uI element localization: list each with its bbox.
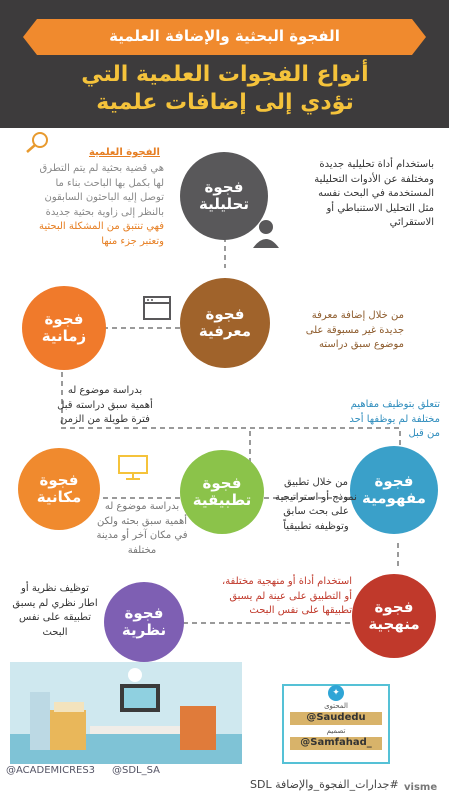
magnifier-icon	[24, 131, 50, 153]
theoretical-gap-type: نظرية	[121, 621, 167, 639]
spatial-desc-line: بدراسة موضوع له	[104, 501, 180, 512]
applied-gap-word: فجوة	[202, 473, 242, 492]
analytical-desc-line: ومختلفة عن الأدوات التحليلية	[314, 173, 434, 185]
headline-line-1: أنواع الفجوات العلمية التي	[81, 62, 369, 87]
knowledge-gap-circle	[180, 278, 270, 368]
analytical-gap-type: تحليلية	[198, 195, 250, 213]
banner-title: الفجوة البحثية والإضافة العلمية	[109, 27, 340, 45]
analytical-gap-word: فجوة	[204, 177, 244, 196]
analytical-desc-line: باستخدام أداة تحليلية جديدة	[319, 159, 434, 170]
analytical-gap-description	[254, 158, 434, 231]
user-icon	[251, 218, 281, 248]
knowledge-desc-line: جديدة غير مسبوقة على	[305, 324, 404, 336]
definition-line: هي قضية بحثية لم يتم التطرق	[39, 163, 164, 174]
methodological-desc-line: استخدام أداة أو منهجية مختلفة،	[221, 576, 352, 587]
definition-line: فهي تنتبق من المشكلة البحثية	[39, 221, 164, 232]
theoretical-desc-line: اطار نظري لم يسبق	[12, 597, 98, 609]
headline-line-2: تؤدي إلى إضافات علمية	[96, 90, 354, 115]
methodological-desc-line: تطبيقها على نفس البحث	[249, 605, 352, 616]
methodological-desc-line: أو التطبيق على عينة لم يسبق	[229, 590, 352, 602]
theoretical-desc-line: توظيف نظرية أو	[21, 583, 89, 594]
applied-desc-line: على بحث سابق	[283, 506, 349, 517]
methodological-gap-description	[200, 575, 352, 619]
knowledge-gap-word: فجوة	[205, 304, 245, 323]
conceptual-desc-line: مختلفة لم يوظفها أحد	[349, 413, 440, 425]
conceptual-gap-word: فجوة	[374, 471, 414, 490]
temporal-desc-line: فترة طويلة من الزمن	[60, 414, 150, 425]
conceptual-gap-description	[318, 398, 440, 442]
spatial-desc-line: أهمية سبق بحثه ولكن	[96, 515, 188, 527]
definition-line: وتعتبر جزء منها	[101, 235, 164, 247]
footer-handle-mid[interactable]: @SDL_SA	[112, 765, 160, 776]
theoretical-desc-line: تطبيقه على نفس	[18, 612, 91, 623]
knowledge-desc-line: من خلال إضافة معرفة	[311, 310, 404, 321]
analytical-desc-line: الاستقرائي	[389, 217, 434, 228]
definition-line: لها بكمل بها الباحث بناء ما	[55, 177, 164, 189]
theoretical-desc-line: البحث	[42, 626, 68, 638]
applied-gap-type: تطبيقية	[192, 491, 252, 509]
temporal-gap-description	[52, 384, 158, 428]
temporal-desc-line: بدراسة موضوع له	[67, 385, 143, 396]
temporal-desc-line: أهمية سبق دراسته قبل	[57, 399, 153, 411]
analytical-desc-line: مثل التحليل الاستنباطي أو	[326, 202, 434, 214]
theoretical-gap-circle	[104, 582, 184, 662]
definition-line: بالنظر إلى زاوية بحثية جديدة	[45, 206, 164, 218]
spatial-desc-line: في مكان آخر أو مدينة	[96, 530, 188, 541]
footer-handle-left[interactable]: @ACADEMICRES3	[6, 765, 96, 776]
design-handle[interactable]: @Samfahad_	[300, 737, 372, 748]
methodological-gap-type: منهجية	[368, 615, 420, 633]
conceptual-desc-line: تتعلق بتوظيف مفاهيم	[350, 399, 440, 410]
definition-line: توصل إليه الباحثون السابقون	[44, 192, 164, 203]
footer-hashtag[interactable]: #جدارات_الفجوة_والإضافة SDL	[250, 778, 399, 791]
applied-gap-description	[268, 476, 364, 534]
methodological-gap-word: فجوة	[374, 597, 414, 616]
definition-title: الفجوة العلمية	[88, 147, 160, 158]
temporal-gap-type: زمانية	[41, 327, 87, 345]
browser-window-icon	[143, 296, 171, 320]
twitter-bird-icon: ✦	[328, 685, 344, 701]
conceptual-gap-type: مفهومية	[362, 489, 426, 507]
temporal-gap-circle	[22, 286, 106, 370]
credits-card	[282, 684, 390, 764]
content-label: المحتوى	[324, 702, 348, 710]
visme-brand: visme	[404, 782, 438, 793]
knowledge-desc-line: موضوع سبق دراسته	[318, 339, 404, 350]
temporal-gap-word: فجوة	[44, 309, 84, 328]
spatial-gap-word: فجوة	[39, 470, 79, 489]
title-banner	[37, 19, 412, 55]
theoretical-gap-word: فجوة	[124, 603, 164, 622]
definition-text	[14, 162, 164, 249]
content-handle[interactable]: @Saudedu	[306, 712, 366, 723]
applied-desc-line: نموذج أو استراتيجية	[275, 491, 357, 503]
knowledge-gap-type: معرفية	[198, 322, 252, 340]
spatial-desc-line: مختلفة	[127, 544, 157, 556]
spatial-gap-description	[92, 500, 192, 558]
applied-gap-circle	[180, 450, 264, 534]
applied-desc-line: من خلال تطبيق	[283, 477, 349, 488]
analytical-desc-line: المستخدمة في البحث نفسه	[318, 188, 434, 199]
content-handle-bar	[290, 712, 382, 725]
design-label: تصميم	[326, 727, 346, 735]
knowledge-gap-description	[268, 309, 404, 353]
design-handle-bar	[290, 737, 382, 750]
theoretical-gap-description	[10, 582, 100, 640]
applied-desc-line: وتوظيفه تطبيقياً	[283, 520, 349, 532]
spatial-gap-circle	[18, 448, 100, 530]
office-desk-illustration	[10, 662, 242, 764]
conceptual-desc-line: من قبل	[408, 428, 440, 439]
monitor-icon	[118, 455, 148, 481]
spatial-gap-type: مكانية	[36, 488, 82, 506]
methodological-gap-circle	[352, 574, 436, 658]
